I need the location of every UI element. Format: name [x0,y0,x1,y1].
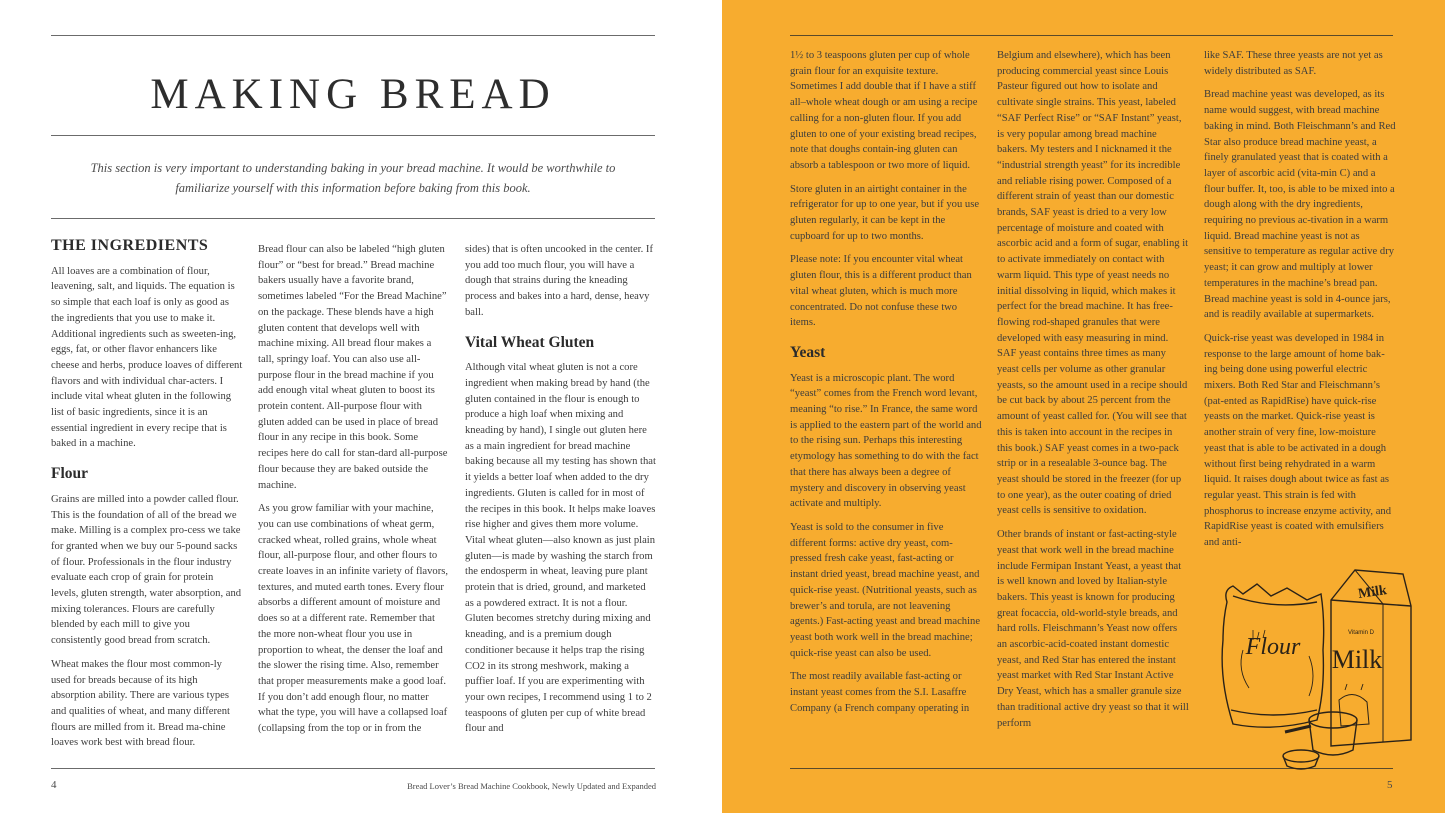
paragraph: Store gluten in an airtight container in the refrigerator for up to one year, but if you use gluten regularly, it can be kept in the cupboard for up to two months. [790,183,980,242]
column-5 [997,48,1189,739]
paragraph: Bread flour can also be labeled “high gluten flour” or “best for bread.” Bread machine bakers usually have a favorite brand, sometimes labeled “For the Bread Machine” on the package. These blends have a high gluten content that develops well with machine mixing. All bread flour makes a tall, springy loaf. You can also use all-purpose flour in the bread machine if you add enough vital wheat gluten to boost its protein content. All-purpose flour with gluten added can be used in place of bread flour in any recipe in this book. Some recipes here do call for stan-dard all-purpose flour because they are baked outside the machine. [258,244,448,491]
paragraph: like SAF. These three yeasts are not yet as widely distributed as SAF. [1204,50,1383,77]
paragraph: Wheat makes the flour most common-ly used for breads because of its high absorption ability. There are various types and qualities of wheat, and many different flours are milled from it. Bread ma-chine loaves work best with bread flour. [51,658,230,749]
paragraph: Although vital wheat gluten is not a core ingredient when making bread by hand (the gluten contained in the flour is enough to produce a high loaf when mixing and kneading by hand), I single out gluten here as a main ingredient for bread machine baking because all my testing has shown that it yields a better loaf when added to the dry ingredients. Gluten is called for in most of the recipes in this book. It helps make loaves rise higher and gives them more volume. Vital wheat gluten—also known as just plain gluten—is made by washing the starch from the endosperm in wheat, leaving pure plant protein that is dried, ground, and marketed as a powdered extract. It is not a flour. Gluten becomes stretchy during mixing and kneading, and is a premium dough conditioner because it helps trap the rising CO2 in its strong meshwork, making a puffier loaf. If you are experimenting with your own recipes, I recommend using 1 to 2 teaspoons of gluten per cup of white bread flour and [465,362,656,735]
column-1 [51,238,243,759]
bottom-rule-left [51,768,655,769]
subheading-vital-wheat-gluten: Vital Wheat Gluten [465,333,595,351]
top-rule-left [51,35,655,36]
milk-carton-icon [1331,570,1411,746]
paragraph: Please note: If you encounter vital wheat gluten flour, this is a different product than vital wheat gluten, which is much more concentrated. Do not confuse these two items. [790,254,972,329]
column-6 [1204,48,1396,559]
title-bottom-rule [51,135,655,136]
measuring-cup-icon [1283,712,1357,769]
section-heading-ingredients: THE INGREDIENTS [51,237,209,254]
paragraph: All loaves are a combination of flour, leavening, salt, and liquids. The equation is so simple that each loaf is only as good as the ingredients that you use to make it. Additional ingredients such as sweeten-ing, eggs, fat, or other flavor enhancers like cheese and herbs, produce loaves of different flavors and with individual char-acters. I include vital wheat gluten in the following list of basic ingredients, since it is an essential ingredient in every recipe that is baked in a machine. [51,265,243,450]
paragraph: 1½ to 3 teaspoons gluten per cup of whole grain flour for an exquisite texture. Sometimes I add double that if I have a stiff all–whole wheat dough or am using a recipe calling for a non-gluten flour. If you add gluten to one of your existing bread recipes, note that doughs contain-ing gluten can absorb a tablespoon or two more of liquid. [790,50,978,171]
top-rule-right [790,35,1393,36]
paragraph: The most readily available fast-acting or instant yeast comes from the S.I. Lasaffre Company (a French company operating in [790,671,970,714]
paragraph: Yeast is a microscopic plant. The word “yeast” comes from the French word levant, meaning “to rise.” In France, the same word is applied to the eastern part of the world and to the rising sun. Perhaps this interesting etymology has something to do with the fact that there has always been a degree of mystery and discovery in observing yeast activate and multiply. [790,372,982,510]
paragraph: Quick-rise yeast was developed in 1984 in response to the large amount of home bak-ing being done using powerful electric mixers. Both Red Star and Fleischmann’s (pat-ented as RapidRise) have quick-rise yeasts on the market. Quick-rise yeast is another strain of very fine, low-moisture yeast that is able to be activated in a dough without first being rehydrated in a warm liquid. It raises dough about twice as fast as regular yeast. This strain is fed with phosphorus to increase enzyme activity, and RapidRise yeast is coated with emulsifiers and anti- [1204,332,1391,549]
flour-label: Flour [1245,634,1301,660]
flour-milk-illustration [1213,560,1413,772]
paragraph: Other brands of instant or fast-acting-style yeast that work well in the bread machine include Fermipan Instant Yeast, a yeast that is well known and loved by Italian-style bakers. This yeast is known for producing great focaccia, old-world-style breads, and hard rolls. Fleischmann’s Yeast now offers an ascorbic-acid-coated instant domestic yeast, and Red Star has entered the instant yeast market with Red Star Instant Active Dry Yeast, which has a smaller granule size than traditional active dry yeast so that it will perform [997,529,1189,729]
paragraph: Yeast is sold to the consumer in five different forms: active dry yeast, com-pressed fresh cake yeast, fast-acting or instant dried yeast, bread machine yeast, and quick-rise yeast. (Nutritional yeasts, such as brewer’s and torula, are not leavening agents.) Fast-acting yeast and bread machine yeast both work well in the bread machine; quick-rise yeast can also be used. [790,521,981,659]
paragraph: As you grow familiar with your machine, you can use combinations of wheat germ, cracked wheat, rolled grains, whole wheat flour, all-purpose flour, and other flours to create loaves in an infinite variety of flavors, textures, and muted earth tones. Every flour absorbs a different amount of moisture and does so at a different rate. Remember that the more non-wheat flour you use in proportion to wheat, the denser the loaf and the slower the rising time. Also, remember that proper measurements make a good loaf. If you don’t add enough flour, no matter what the type, you will have a collapsed loaf (collapsing from the top or in from the [258,503,449,735]
paragraph: Belgium and elsewhere), which has been producing commercial yeast since Louis Pasteur figured out how to isolate and cultivate single strains. This yeast, labeled “SAF Perfect Rise” or “SAF Instant” yeast, is very popular among bread machine bakers. My testers and I nicknamed it the “industrial strength yeast” for its incredible and reliable rising power. Composed of a different strain of yeast than our domestic brands, SAF yeast is dried to a very low percentage of moisture and coated with ascorbic acid and a form of sugar, enabling it to activate immediately on contact with warm liquid. This type of yeast needs no initial dissolving in liquid, which makes it perfect for the bread machine. It has free-flowing rod-shaped granules that were developed with easy measuring in mind. SAF yeast contains three times as many yeast cells per volume as other granular yeasts, so the amount used in a recipe should be cut back by about 25 percent from the amount of yeast called for. (You will see that this is taken into account in the recipes in this book.) SAF yeast comes in a two-pack strip or in a resealable 3-ounce bag. The yeast should be stored in the freezer (for up to one year), as the outer coating of dried yeast cells is sensitive to oxidation. [997,50,1189,517]
flour-sack-icon [1222,584,1324,727]
right-page-number: 5 [1387,779,1393,791]
page-title: MAKING BREAD [150,71,556,118]
vitamin-label: Vitamin D [1348,630,1374,636]
column-3 [465,242,657,745]
column-4 [790,48,982,724]
intro-bottom-rule [51,218,655,219]
subheading-flour: Flour [51,465,89,483]
milk-label-main: Milk [1331,645,1383,674]
book-title-footer: Bread Lover’s Bread Machine Cookbook, Newly Updated and Expanded [407,781,656,791]
intro-text: This section is very important to understanding baking in your bread machine. It would be worthwhile to familiarize yourself with this information before baking from this book. [90,161,616,195]
milk-label-top: Milk [1357,583,1388,602]
paragraph: Grains are milled into a powder called flour. This is the foundation of all of the bread we make. Milling is a complex pro-cess we take for granted when we buy our 5-pound sacks of flour. Professionals in the flour industry evaluate each crop of grain for protein levels, gluten strength, water absorption, and mixing tolerances. Flours are carefully blended by each mill to give you consistently good bread from scratch. [51,493,242,647]
paragraph: Bread machine yeast was developed, as its name would suggest, with bread machine baking in mind. Both Fleischmann’s and Red Star also produce bread machine yeast, a finely granulated yeast that is coated with a layer of ascorbic acid (vita-min C) and a flour buffer. It, too, is able to be mixed into a dough along with the dry ingredients, requiring no previous ac-tivation in a warm liquid. Bread machine yeast is not as sensitive to temperature as regular active dry yeast; it can grow and multiply at lower temperatures in the machine’s bread pan. Bread machine yeast is sold in 4-ounce jars, and is readily available at supermarkets. [1204,89,1396,321]
column-2 [258,242,450,745]
subheading-yeast: Yeast [790,343,826,361]
paragraph: sides) that is often uncooked in the center. If you add too much flour, you will have a dough that strains during the kneading process and bakes into a hard, dense, heavy ball. [465,244,653,318]
left-page-number: 4 [51,779,57,791]
